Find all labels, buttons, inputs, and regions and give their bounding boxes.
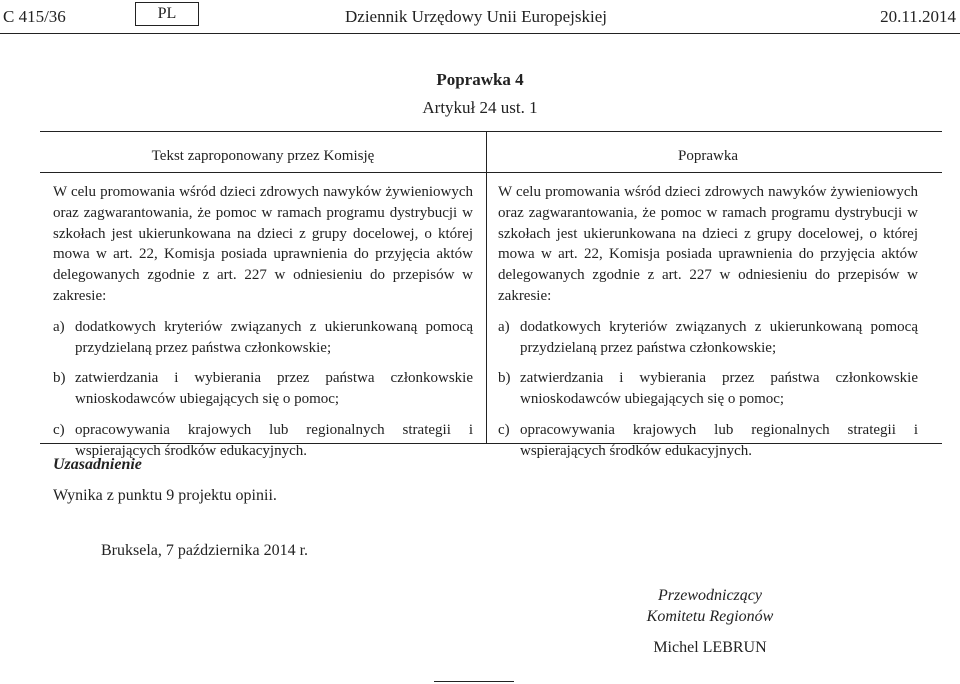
item-marker: b) (498, 370, 511, 387)
commission-intro-text: W celu promowania wśród dzieci zdrowych nawyków żywieniowych oraz zagwarantowania, że pomoc w ramach programu dystrybucji w szkołach jest ukierunkowana na dzieci z grupy docelowej, o której mowa w art. 22, Komisja posiada uprawnienia do przyjęcia aktów delegowanych zgodnie z art. 227 w odniesieniu do przepisów w zakresie: (53, 184, 473, 304)
list-item (53, 368, 473, 410)
signatory-role: Przewodniczący (658, 587, 762, 604)
page-reference: C 415/36 (3, 7, 66, 26)
item-marker: a) (498, 318, 510, 335)
list-item (498, 420, 918, 462)
page-header (0, 0, 960, 36)
commission-text-header: Tekst zaproponowany przez Komisję (151, 148, 375, 164)
item-marker: b) (53, 370, 66, 387)
item-text: opracowywania krajowych lub regionalnych strategii i wspierających środków edukacyjnych. (520, 421, 918, 459)
list-item (53, 317, 473, 359)
amendment-text-header: Poprawka (678, 148, 738, 164)
language-badge: PL (135, 2, 199, 26)
commission-text-column (53, 132, 473, 472)
amendment-text-column (498, 132, 918, 472)
justification-text: Wynika z punktu 9 projektu opinii. (53, 487, 277, 504)
justification-heading: Uzasadnienie (53, 456, 142, 473)
article-reference: Artykuł 24 ust. 1 (422, 98, 538, 117)
publication-date: 20.11.2014 (880, 7, 956, 26)
place-and-date: Bruksela, 7 października 2014 r. (101, 542, 309, 559)
item-text: dodatkowych kryteriów związanych z ukierunkowaną pomocą przydzielaną przez państwa członkowskie; (75, 318, 473, 356)
list-item (498, 317, 918, 359)
signatory-organisation: Komitetu Regionów (646, 608, 774, 625)
item-text: dodatkowych kryteriów związanych z ukierunkowaną pomocą przydzielaną przez państwa członkowskie; (520, 318, 918, 356)
journal-title: Dziennik Urzędowy Unii Europejskiej (345, 7, 608, 26)
header-divider (0, 33, 960, 34)
item-marker: a) (53, 318, 65, 335)
item-marker: c) (498, 421, 510, 438)
item-text: opracowywania krajowych lub regionalnych strategii i wspierających środków edukacyjnych. (75, 421, 473, 459)
commission-item-list (53, 317, 473, 462)
item-text: zatwierdzania i wybierania przez państwa członkowskie wnioskodawców ubiegających się o pomoc; (520, 370, 918, 408)
item-text: zatwierdzania i wybierania przez państwa członkowskie wnioskodawców ubiegających się o pomoc; (75, 370, 473, 408)
signatory-name: Michel LEBRUN (653, 639, 767, 656)
amendment-item-list (498, 317, 918, 462)
list-item (498, 368, 918, 410)
footer-rule (434, 681, 514, 682)
item-marker: c) (53, 421, 65, 438)
amendment-title: Poprawka 4 (436, 70, 524, 89)
amendment-intro-text: W celu promowania wśród dzieci zdrowych nawyków żywieniowych oraz zagwarantowania, że pomoc w ramach programu dystrybucji w szkołach jest ukierunkowana na dzieci z grupy docelowej, o której mowa w art. 22, Komisja posiada uprawnienia do przyjęcia aktów delegowanych zgodnie z art. 227 w odniesieniu do przepisów w zakresie: (498, 184, 918, 304)
amendment-table (40, 131, 942, 459)
column-divider (486, 132, 487, 443)
